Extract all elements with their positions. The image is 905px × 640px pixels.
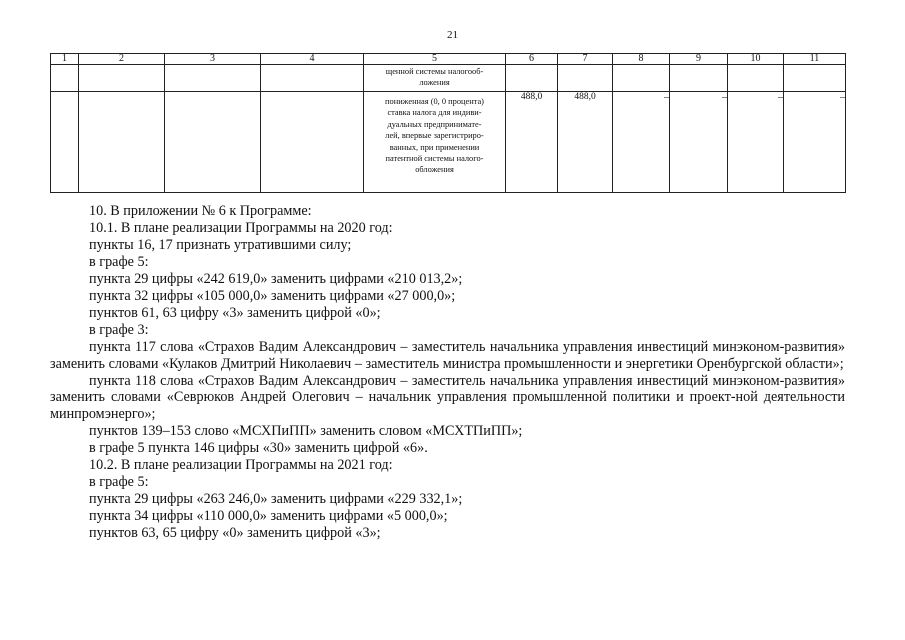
table-cell-dash: –: [784, 92, 846, 193]
document-body: [50, 203, 845, 542]
column-header: 11: [784, 54, 846, 65]
description-line: ложения: [419, 78, 450, 88]
description-line: ванных, при применении: [389, 142, 480, 152]
table-cell: [558, 65, 613, 92]
table-cell: [51, 92, 79, 193]
column-header: 9: [670, 54, 728, 65]
paragraph: 10.2. В плане реализации Программы на 2021 год:: [89, 457, 393, 474]
table-cell: [165, 92, 261, 193]
paragraph: в графе 5 пункта 146 цифры «30» заменить цифрой «6».: [89, 440, 428, 457]
table-cell-description: [364, 65, 506, 92]
paragraph: пунктов 139–153 слово «МСХПиПП» заменить словом «МСХТПиПП»;: [89, 423, 523, 440]
description-line: щенной системы налогооб-: [385, 67, 484, 76]
table-cell: [613, 65, 670, 92]
paragraph: в графе 5:: [89, 253, 149, 270]
page-number: 21: [447, 29, 458, 41]
table-header-row: [51, 54, 846, 65]
data-table: [50, 53, 846, 193]
table-cell-value: 488,0: [558, 92, 613, 193]
column-header: 10: [728, 54, 784, 65]
table-cell-dash: –: [613, 92, 670, 193]
column-header: 7: [558, 54, 613, 65]
column-header: 5: [364, 54, 506, 65]
paragraph: пункта 29 цифры «263 246,0» заменить цифрами «229 332,1»;: [89, 491, 463, 508]
description-line: патентной системы налого-: [385, 154, 484, 164]
table-cell: [670, 65, 728, 92]
table-cell: [165, 65, 261, 92]
column-header: 1: [51, 54, 79, 65]
paragraph: пункты 16, 17 признать утратившими силу;: [89, 236, 352, 253]
description-line: лей, впервые зарегистриро-: [385, 131, 484, 141]
table-cell: [784, 65, 846, 92]
table-cell-value: 488,0: [506, 92, 558, 193]
table-cell: [261, 92, 364, 193]
paragraph: в графе 5:: [89, 474, 149, 491]
paragraph: пунктов 63, 65 цифру «0» заменить цифрой «3»;: [89, 525, 381, 542]
description-line: пониженная (0, 0 процента): [385, 97, 484, 106]
paragraph: пункта 34 цифры «110 000,0» заменить цифрами «5 000,0»;: [89, 508, 448, 525]
paragraph: пункта 117 слова «Страхов Вадим Александрович – заместитель начальника управления инвестиций минэконом-развития» заменить словами «Кулаков Дмитрий Николаевич – заместитель министра промышленности и энергетики Оренбургской области»;: [50, 338, 845, 372]
column-header: 4: [261, 54, 364, 65]
column-header: 3: [165, 54, 261, 65]
description-line: обложения: [415, 165, 454, 175]
column-header: 2: [79, 54, 165, 65]
table-cell: [51, 65, 79, 92]
paragraph: пунктов 61, 63 цифру «3» заменить цифрой «0»;: [89, 304, 381, 321]
table-cell-dash: –: [670, 92, 728, 193]
column-header: 6: [506, 54, 558, 65]
table-cell-dash: –: [728, 92, 784, 193]
table-cell: [506, 65, 558, 92]
paragraph: пункта 29 цифры «242 619,0» заменить цифрами «210 013,2»;: [89, 270, 463, 287]
table-cell-description: [364, 92, 506, 193]
table-cell: [79, 65, 165, 92]
description-line: дуальных предпринимате-: [387, 119, 482, 129]
paragraph: 10.1. В плане реализации Программы на 2020 год:: [89, 219, 393, 236]
table-row: [51, 92, 846, 193]
paragraph: 10. В приложении № 6 к Программе:: [89, 203, 312, 219]
paragraph: пункта 118 слова «Страхов Вадим Александрович – заместитель начальника управления инвестиций минэконом-развития» заменить словами «Севрюков Андрей Олегович – начальник управления промышленной политики и проект-ной деятельности минпромэнерго»;: [50, 372, 845, 423]
paragraph: в графе 3:: [89, 321, 149, 338]
column-header: 8: [613, 54, 670, 65]
table-cell: [261, 65, 364, 92]
table-cell: [79, 92, 165, 193]
table-cell: [728, 65, 784, 92]
paragraph: пункта 32 цифры «105 000,0» заменить цифрами «27 000,0»;: [89, 287, 456, 304]
table-row: [51, 65, 846, 92]
description-line: ставка налога для индиви-: [387, 108, 482, 118]
